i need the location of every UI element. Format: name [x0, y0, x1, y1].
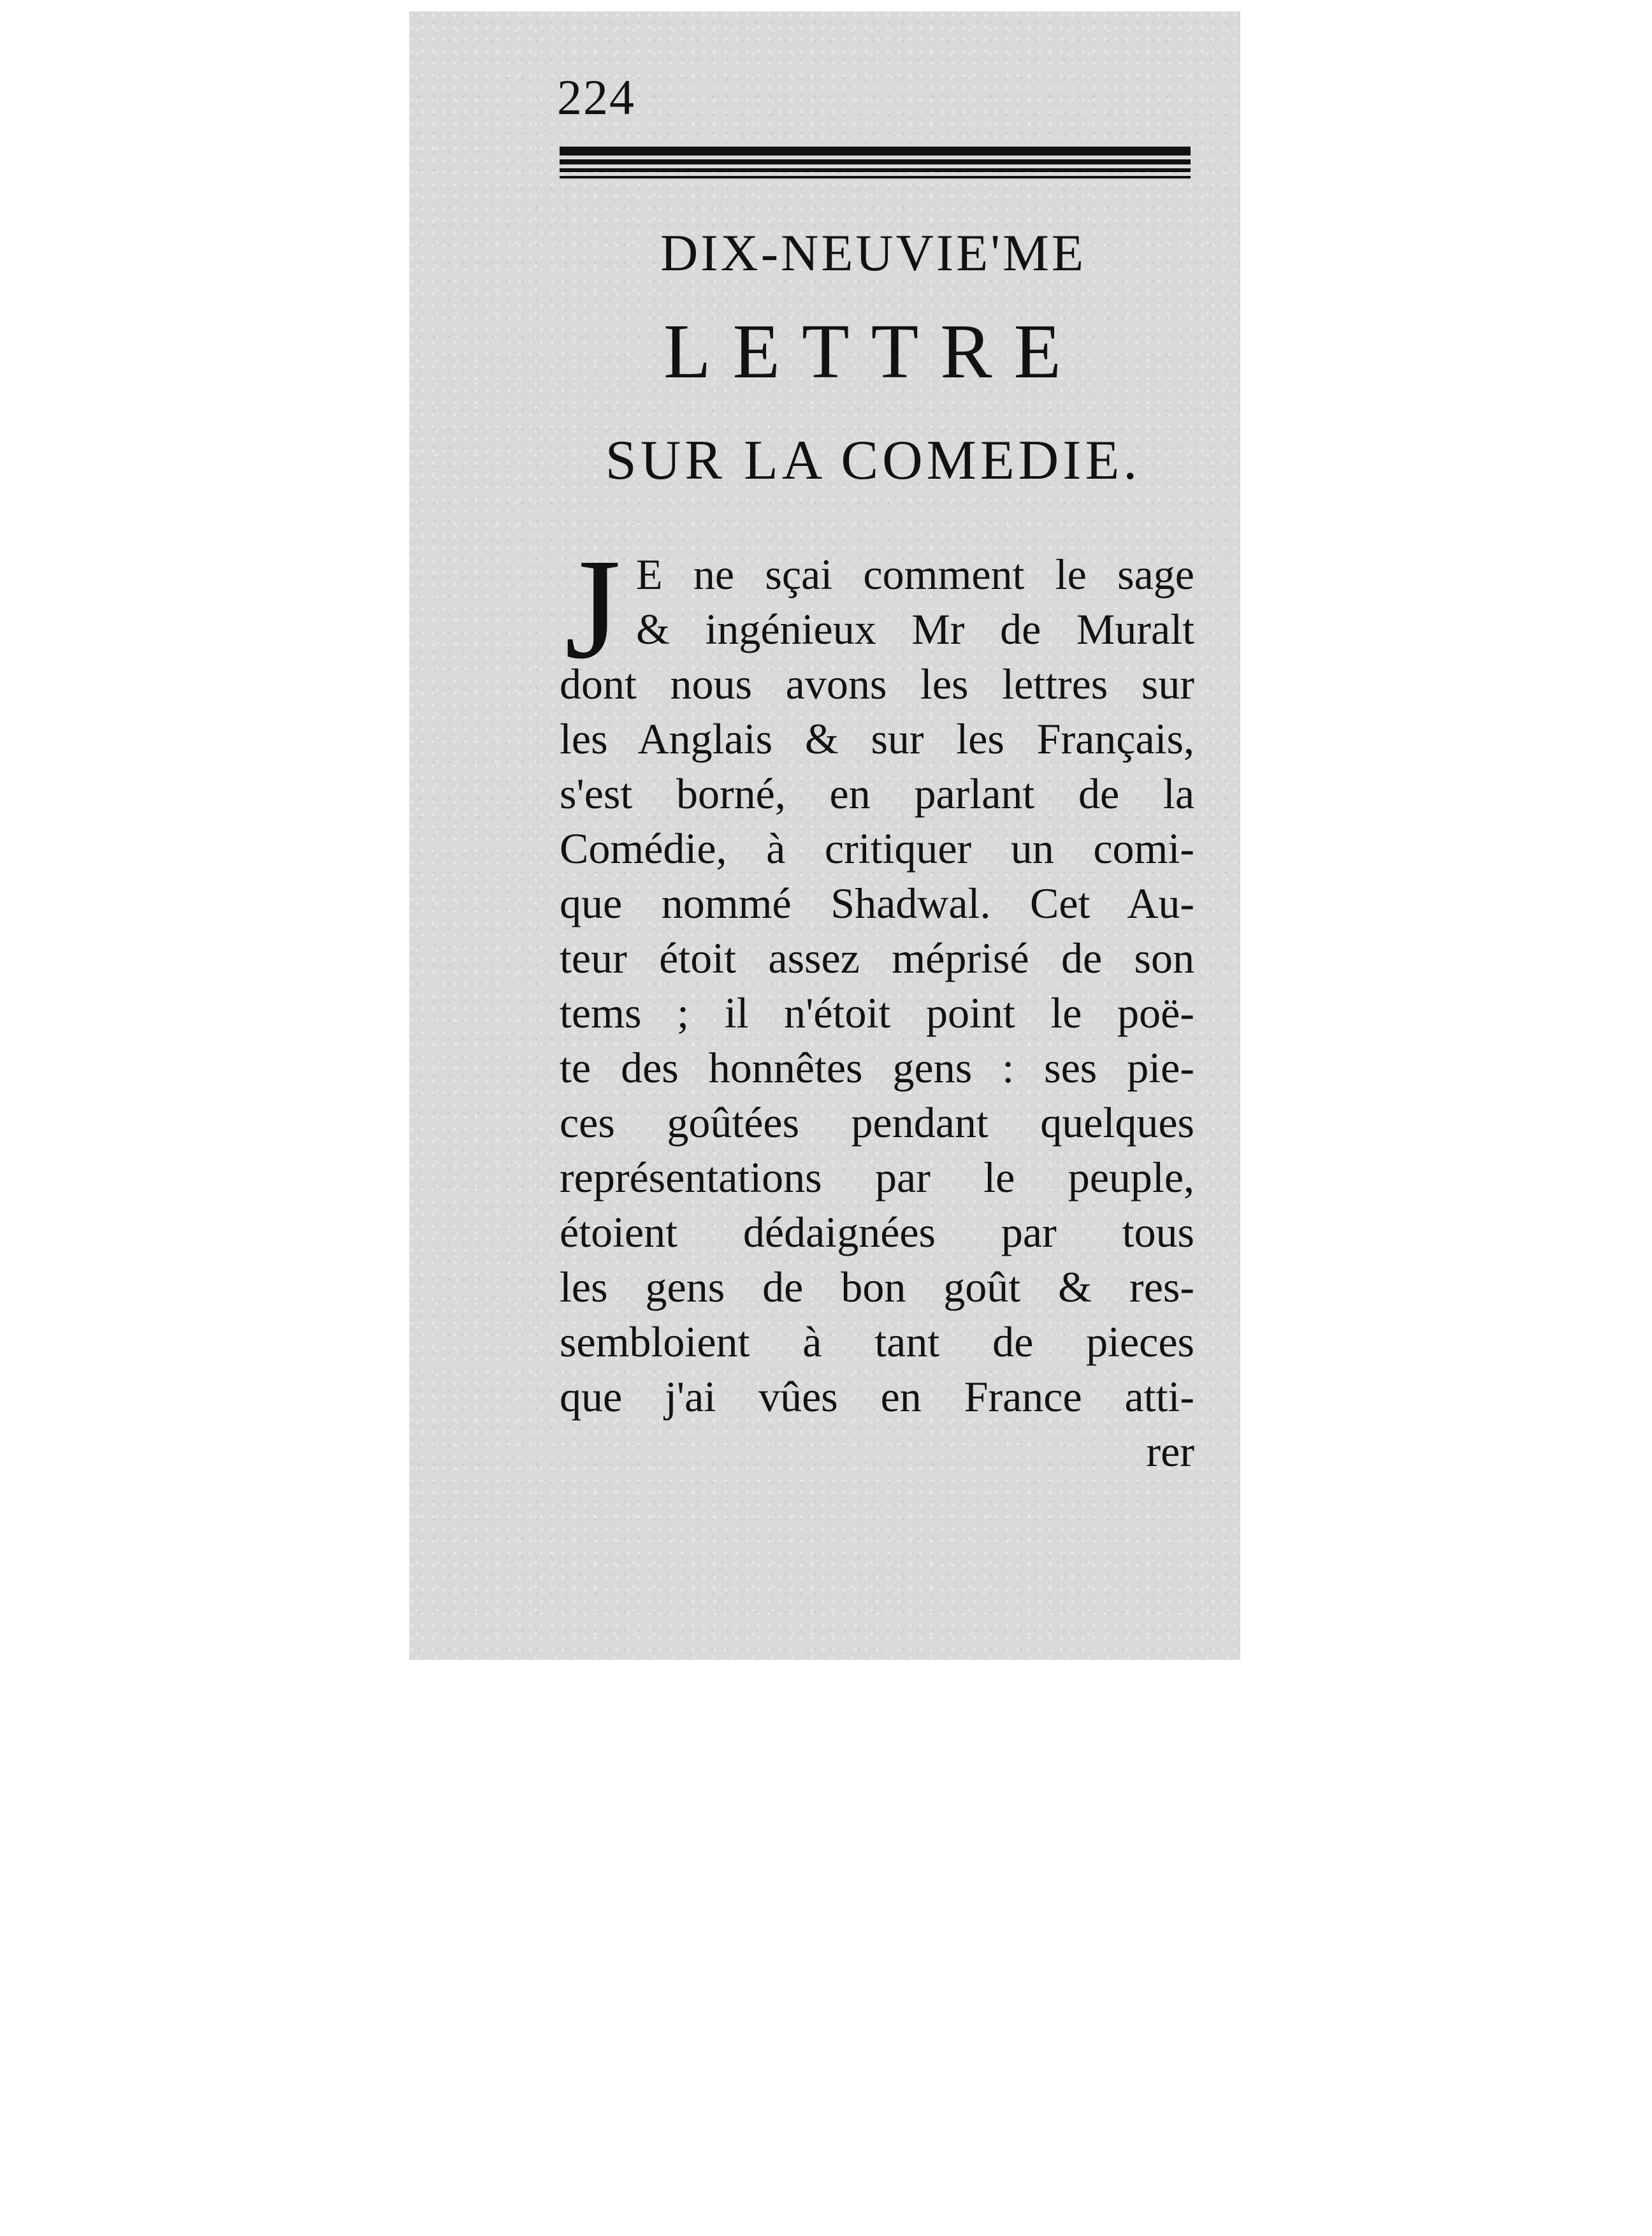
text-line: que j'ai vûes en France atti-: [560, 1372, 1194, 1421]
heading-lettre: LETTRE: [663, 309, 1083, 395]
rule-line: [560, 176, 1191, 178]
ornamental-rule: [560, 147, 1191, 187]
text-line: que nommé Shadwal. Cet Au-: [560, 879, 1194, 927]
text-line: les gens de bon goût & res-: [560, 1263, 1194, 1311]
drop-cap: J: [565, 529, 621, 688]
rule-line: [560, 147, 1191, 156]
text-line: les Anglais & sur les Français,: [560, 715, 1194, 763]
text-line: sembloient à tant de pieces: [560, 1318, 1194, 1366]
body-text: [560, 547, 1194, 1479]
text-line: ces goûtées pendant quelques: [560, 1098, 1194, 1147]
text-line: teur étoit assez méprisé de son: [560, 934, 1194, 982]
text-line: rer: [1146, 1427, 1194, 1476]
text-line: & ingénieux Mr de Muralt: [636, 605, 1194, 653]
rule-line: [560, 168, 1191, 172]
text-line: étoient dédaignées par tous: [560, 1208, 1194, 1256]
text-line: représentations par le peuple,: [560, 1153, 1194, 1201]
text-line: Comédie, à critiquer un comi-: [560, 824, 1194, 873]
text-line: tems ; il n'étoit point le poë-: [560, 989, 1194, 1037]
text-line: te des honnêtes gens : ses pie-: [560, 1043, 1194, 1092]
text-line: dont nous avons les lettres sur: [560, 660, 1194, 708]
text-line: s'est borné, en parlant de la: [560, 769, 1194, 818]
page-number: 224: [557, 69, 635, 125]
rule-line: [560, 159, 1191, 164]
heading-subject: SUR LA COMEDIE.: [605, 430, 1141, 491]
text-line: E ne sçai comment le sage: [636, 550, 1194, 599]
heading-ordinal: DIX-NEUVIE'ME: [660, 224, 1086, 282]
